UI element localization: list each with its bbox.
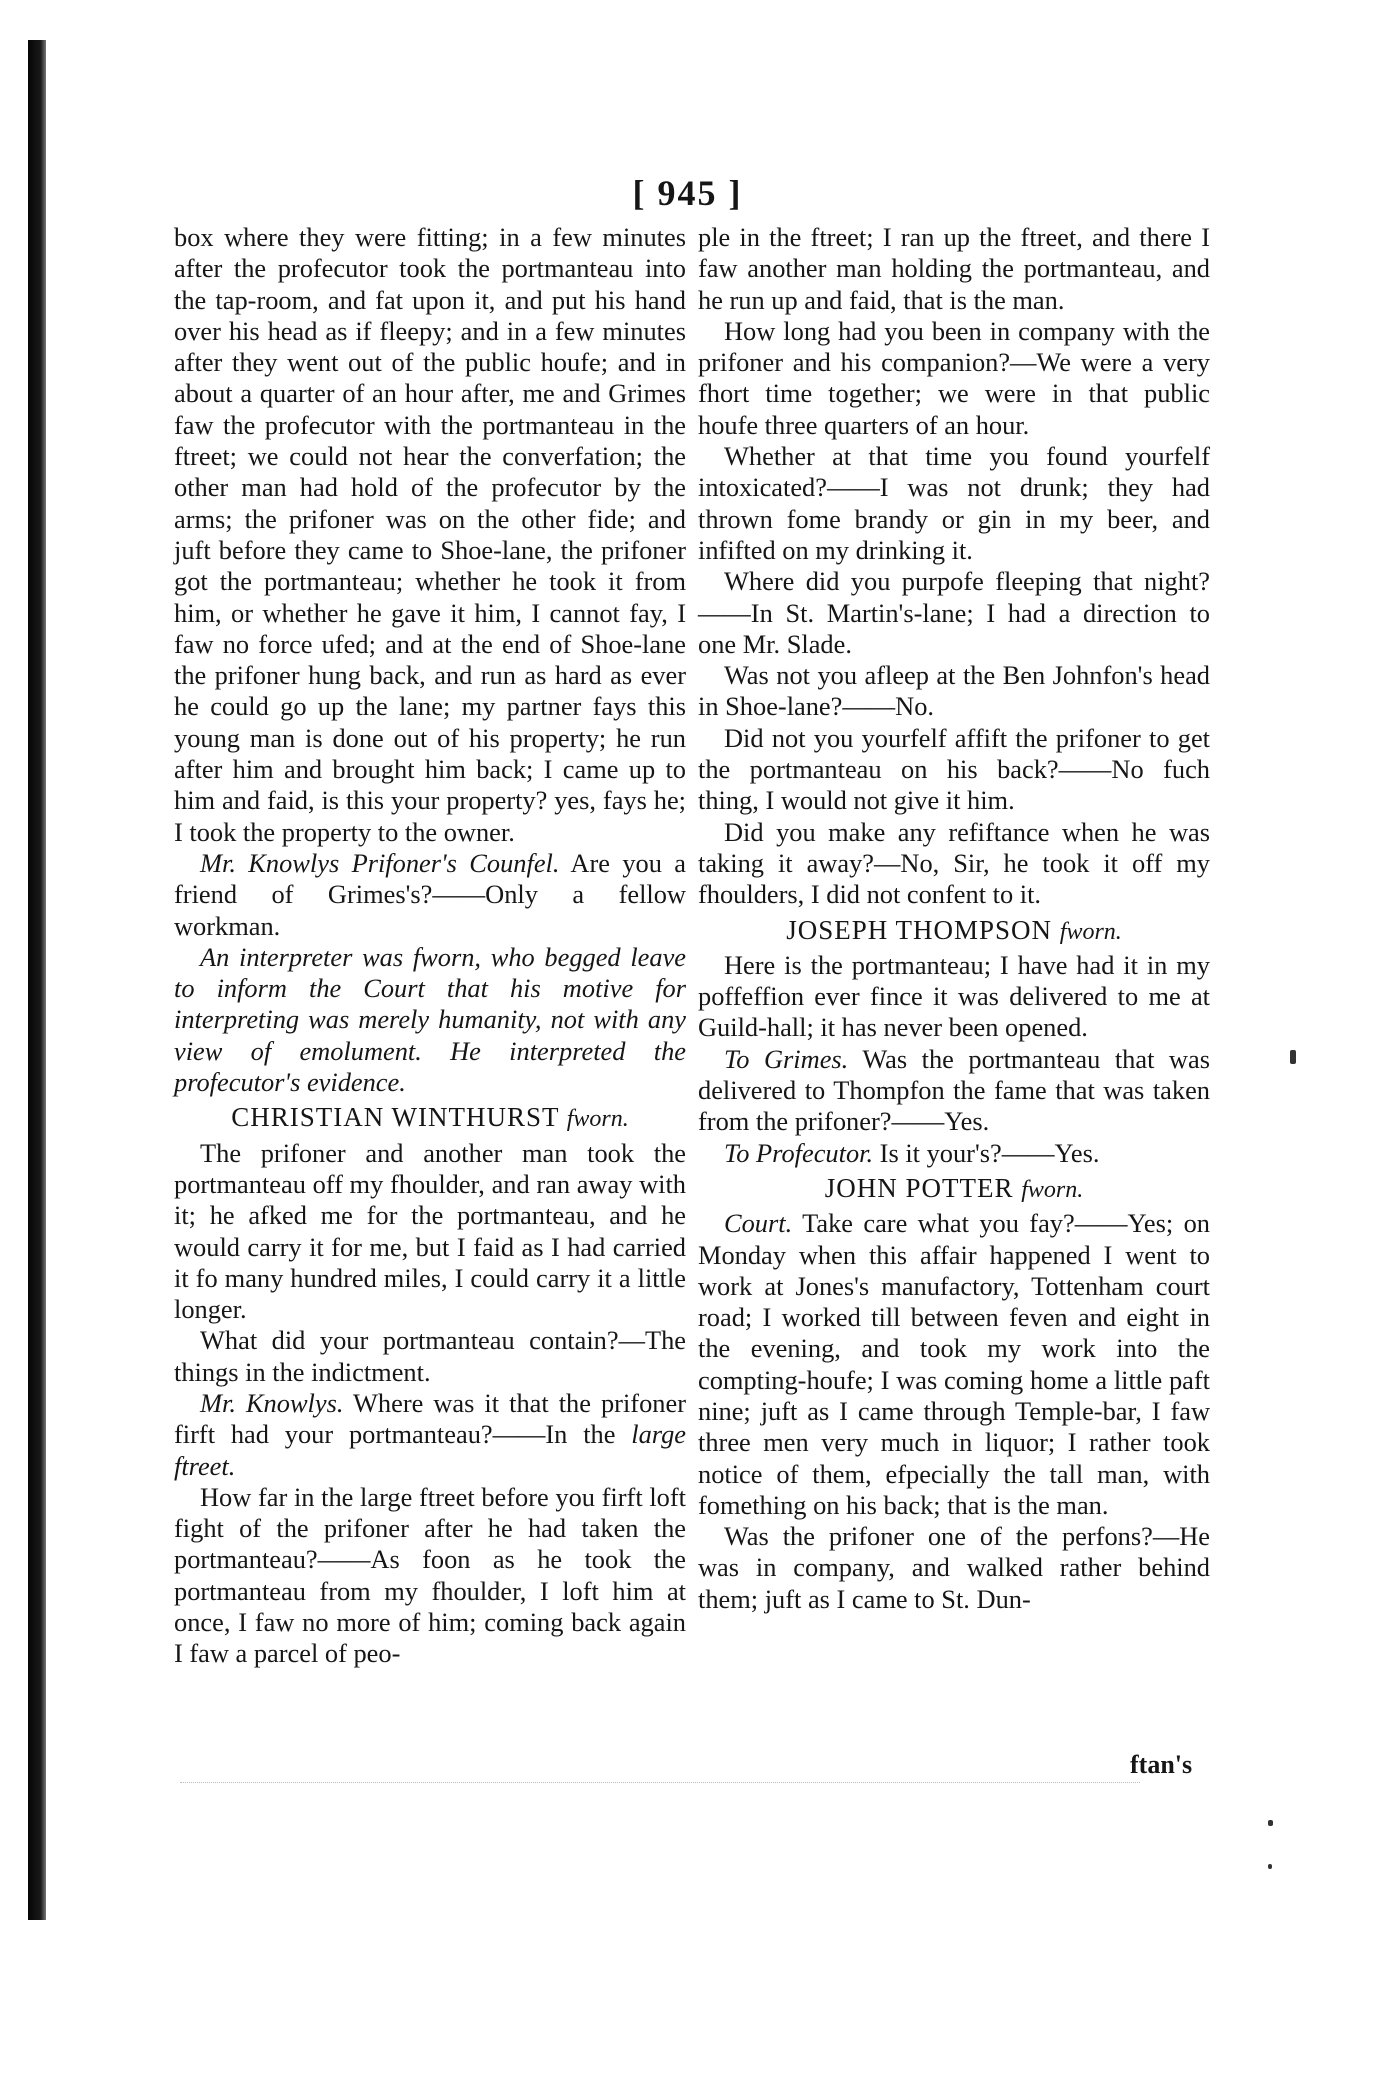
witness-heading <box>698 1173 1210 1206</box>
paragraph-text: Are you a friend of Grimes's?——Only a fellow workman. <box>174 847 686 941</box>
paragraph <box>174 1388 686 1482</box>
paragraph: Whether at that time you found yourfelf intoxicated?——I was not drunk; they had thrown fome brandy or gin in my beer, and infifted on my drinking it. <box>698 441 1210 565</box>
paragraph: Did not you yourfelf affift the prifoner to get the portmanteau on his back?——No fuch thing, I would not give it him. <box>698 722 1210 816</box>
paragraph: What did your portmanteau contain?—The things in the indictment. <box>174 1325 686 1387</box>
witness-name: CHRISTIAN WINTHURST <box>231 1102 559 1133</box>
paragraph: Was not you afleep at the Ben Johnfon's head in Shoe-lane?——No. <box>698 660 1210 722</box>
paragraph: ple in the ftreet; I ran up the ftreet, and there I faw another man holding the portmanteau, and he run up and faid, that is the man. <box>698 222 1210 315</box>
paragraph: Did you make any refiftance when he was taking it away?—No, Sir, he took it off my fhoulders, I did not confent to it. <box>698 816 1210 910</box>
speaker: Mr. Knowlys Prifoner's Counfel. <box>200 847 560 878</box>
sworn-label: fworn. <box>1021 1176 1084 1203</box>
book-spine-shadow <box>28 40 46 1920</box>
left-column <box>174 222 686 1670</box>
paragraph: Where did you purpofe fleeping that night?——In St. Martin's-lane; I had a direction to one Mr. Slade. <box>698 566 1210 659</box>
witness-name: JOSEPH THOMPSON <box>786 914 1053 945</box>
right-column <box>698 222 1210 1615</box>
witness-heading <box>698 915 1210 948</box>
paragraph: box where they were fitting; in a few minutes after the profecutor took the portmanteau into the tap-room, and fat upon it, and put his hand over his head as if fleepy; and in a few minutes after they went out of the public houfe; and in about a quarter of an hour after, me and Grimes faw the profecutor with the portmanteau in the ftreet; we could not hear the converfation; the other man had hold of the profecutor by the arms; the prifoner was on the other fide; and juft before they came to Shoe-lane, the prifoner got the portmanteau; whether he took it from him, or whether he gave it him, I cannot fay, I faw no force ufed; and at the end of Shoe-lane the prifoner hung back, and run as hard as ever he could go up the lane; my partner fays this young man is done out of his property; he run after him and brought him back; I came up to him and faid, is this your property? yes, fays he; I took the property to the owner. <box>174 222 686 847</box>
sworn-label: fworn. <box>1059 918 1122 945</box>
margin-speck <box>1290 1050 1296 1064</box>
witness-heading <box>174 1102 686 1135</box>
paragraph <box>174 848 686 942</box>
paragraph <box>698 1044 1210 1138</box>
speaker: Court. <box>724 1208 793 1239</box>
margin-speck <box>1268 1820 1273 1826</box>
speaker: Mr. Knowlys. <box>200 1387 344 1418</box>
sworn-label: fworn. <box>566 1106 629 1133</box>
margin-speck <box>1268 1864 1272 1869</box>
paragraph <box>698 1208 1210 1521</box>
speaker: To Grimes. <box>724 1043 849 1074</box>
paragraph <box>698 1138 1210 1169</box>
italic-phrase: large ftreet. <box>174 1419 686 1481</box>
paragraph: The prifoner and another man took the portmanteau off my fhoulder, and ran away with it; he afked me for the portmanteau, and he would carry it for me, but I faid as I had carried it fo many hundred miles, I could carry it a little longer. <box>174 1137 686 1325</box>
paragraph: How long had you been in company with the prifoner and his companion?—We were a very fhort time together; we were in that public houfe three quarters of an hour. <box>698 315 1210 440</box>
paragraph-text: Take care what you fay?——Yes; on Monday when this affair happened I went to work at Jones's manufactory, Tottenham court road; I worked till between feven and eight in the evening, and took my work into the compting-houfe; I was coming home a little paft nine; juft as I came through Temple-bar, I faw three men very much in liquor; I rather took notice of them, efpecially the tall man, with fomething on his back; that is the man. <box>698 1208 1210 1520</box>
paragraph: How far in the large ftreet before you firft loft fight of the prifoner after he had taken the portmanteau?——As foon as he took the portmanteau from my fhoulder, I loft him at once, I faw no more of him; coming back again I faw a parcel of peo- <box>174 1481 686 1669</box>
catchword: ftan's <box>1130 1750 1193 1779</box>
interpreter-note: An interpreter was fworn, who begged leave to inform the Court that his motive for interpreting was merely humanity, not with any view of emolument. He interpreted the profecutor's evidence. <box>174 941 686 1098</box>
paragraph-text: Was the portmanteau that was delivered to Thompfon the fame that was taken from the prifoner?——Yes. <box>698 1043 1210 1137</box>
witness-name: JOHN POTTER <box>824 1172 1014 1203</box>
speaker: To Profecutor. <box>724 1137 874 1168</box>
bottom-dotted-rule <box>180 1782 1140 1783</box>
paragraph: Here is the portmanteau; I have had it in my poffeffion ever fince it was delivered to me at Guild-hall; it has never been opened. <box>698 949 1210 1043</box>
paragraph-text: Is it your's?——Yes. <box>873 1137 1100 1168</box>
page-number: [ 945 ] <box>632 173 743 213</box>
paragraph-text: Where was it that the prifoner firft had your portmanteau?——In the <box>174 1387 686 1450</box>
paragraph: Was the prifoner one of the perfons?—He was in company, and walked rather behind them; juft as I came to St. Dun- <box>698 1521 1210 1614</box>
